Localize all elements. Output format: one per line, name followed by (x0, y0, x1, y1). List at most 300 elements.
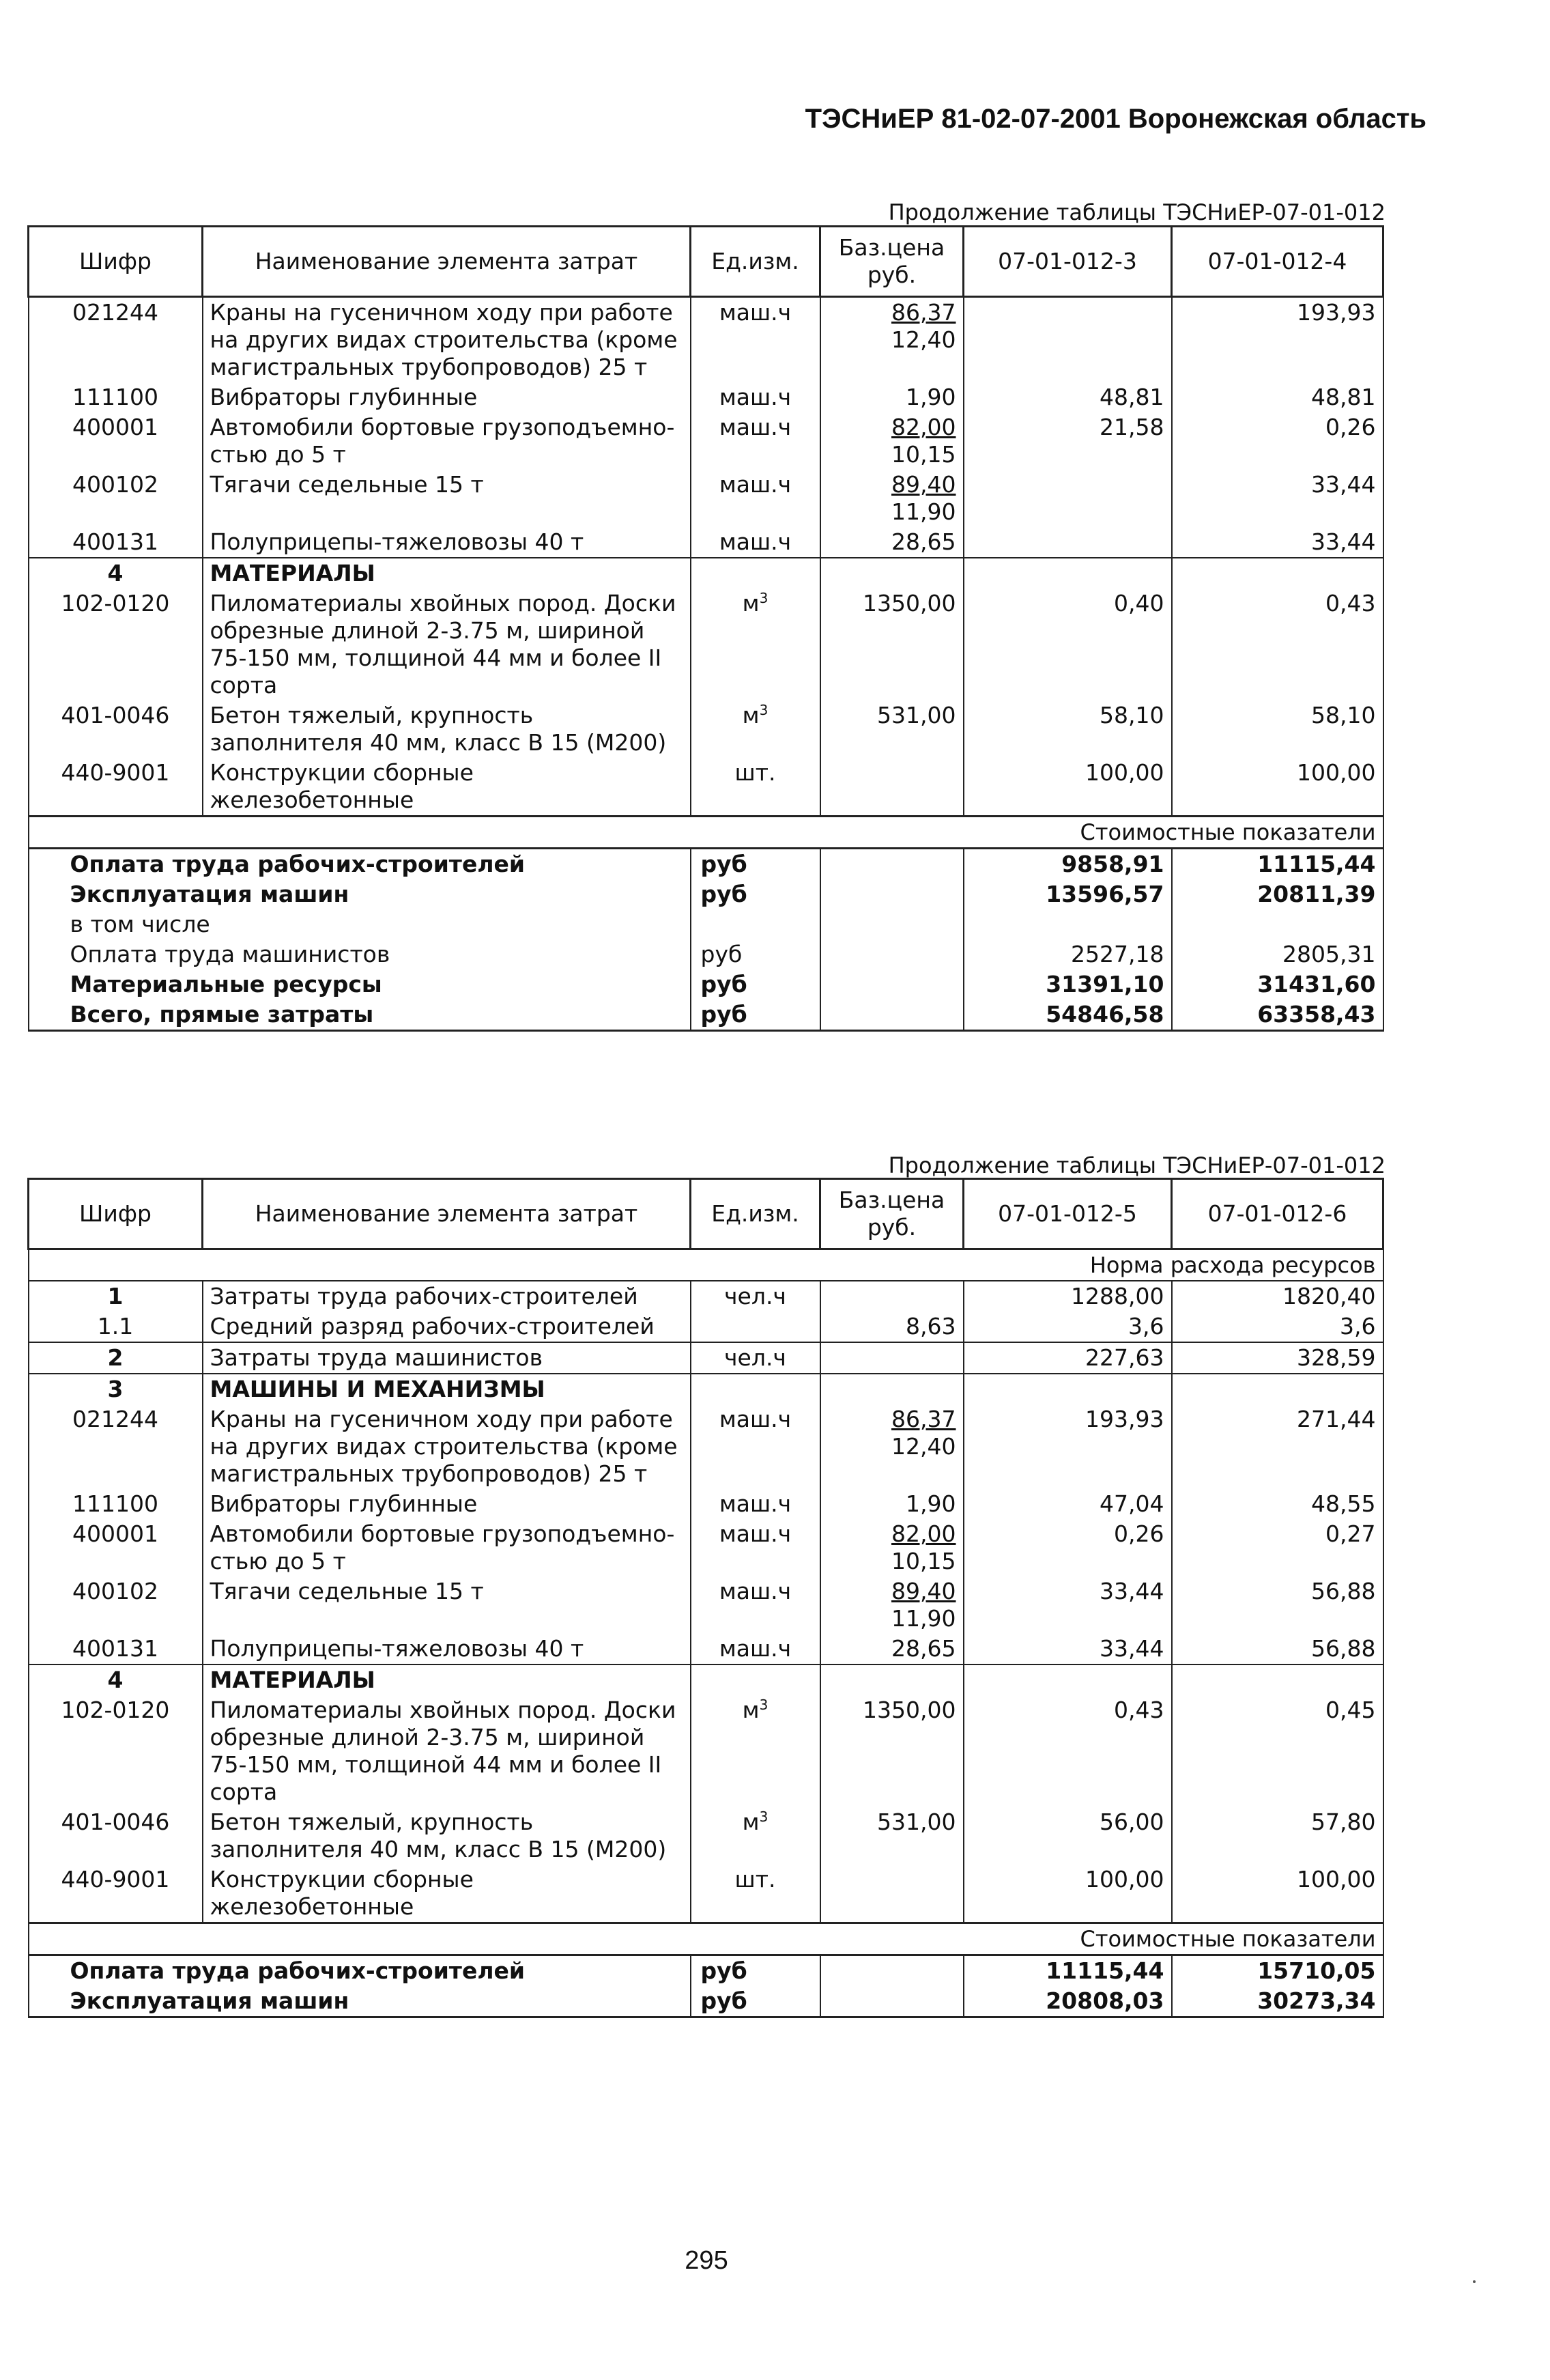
price-secondary: 11,90 (891, 1605, 956, 1632)
table-2-caption: Продолжение таблицы ТЭСНиЕР-07-01-012 (888, 1152, 1386, 1178)
name-cell (203, 700, 691, 758)
summary-label (29, 909, 691, 939)
code-cell (29, 1807, 203, 1865)
price-cell-text: 82,00 (891, 1520, 956, 1547)
summary-unit (691, 939, 820, 969)
machine-row (29, 1489, 1383, 1519)
name-cell-text: Краны на гусеничном ходу при работе на других видах строительства (кроме магистральных трубопроводов) 25 т (210, 1406, 678, 1487)
code-cell (29, 700, 203, 758)
machine-row (29, 412, 1383, 470)
code-cell-text: 1 (107, 1283, 124, 1309)
price-cell (820, 589, 964, 700)
price-cell-text: 531,00 (877, 702, 956, 728)
summary-value-a (964, 849, 1172, 880)
header-col-a: 07-01-012-5 (964, 1179, 1172, 1249)
code-cell-text: 400001 (72, 1520, 158, 1547)
code-cell-text: 102-0120 (61, 590, 170, 617)
summary-label (29, 1986, 691, 2017)
value-b-cell-text: 328,59 (1297, 1344, 1376, 1371)
code-cell-text: 102-0120 (61, 1697, 170, 1723)
subhead-label (29, 817, 1383, 849)
name-cell (203, 1634, 691, 1664)
summary-unit-text: руб (700, 971, 747, 997)
name-cell-text: Вибраторы глубинные (210, 1490, 478, 1517)
cost-indicators-row (29, 1923, 1383, 1955)
name-cell (203, 1489, 691, 1519)
unit-cell-text: маш.ч (719, 299, 792, 326)
empty-cell (820, 879, 964, 909)
summary-value-b (1172, 939, 1383, 969)
empty-cell (691, 558, 820, 589)
value-b-cell-text: 56,88 (1311, 1578, 1376, 1604)
name-cell-text: Автомобили бортовые грузоподъемно-стью до 5 т (210, 1520, 675, 1574)
value-b-cell-text: 0,43 (1325, 590, 1376, 617)
name-cell (203, 589, 691, 700)
name-cell (203, 382, 691, 412)
header-name: Наименование элемента затрат (203, 227, 691, 297)
value-b-cell (1172, 1695, 1383, 1807)
empty-cell (1172, 1374, 1383, 1404)
value-a-cell (964, 758, 1172, 817)
summary-value-b-text: 20811,39 (1257, 881, 1376, 907)
price-cell-text: 82,00 (891, 414, 956, 440)
name-cell (203, 1519, 691, 1576)
value-a-cell-text: 48,81 (1100, 384, 1164, 410)
value-a-cell-text: 0,40 (1114, 590, 1164, 617)
value-b-cell (1172, 589, 1383, 700)
unit-cell (691, 1865, 820, 1923)
summary-value-b (1172, 969, 1383, 1000)
value-a-cell (964, 1312, 1172, 1342)
price-cell-text: 28,65 (891, 1635, 956, 1662)
value-a-cell-text: 33,44 (1100, 1635, 1164, 1662)
price-cell (820, 1519, 964, 1576)
summary-row (29, 879, 1383, 909)
empty-cell (820, 1374, 964, 1404)
labor-row (29, 1312, 1383, 1342)
value-b-cell (1172, 412, 1383, 470)
machine-row (29, 1519, 1383, 1576)
name-cell (203, 1312, 691, 1342)
code-cell-text: 400102 (72, 1578, 158, 1604)
section-row-materials (29, 558, 1383, 589)
name-cell (203, 470, 691, 527)
price-cell-text: 86,37 (891, 1406, 956, 1432)
value-a-cell-text: 0,26 (1114, 1520, 1164, 1547)
unit-cell (691, 589, 820, 700)
resource-table-1 (27, 225, 1384, 1032)
code-cell-text: 400001 (72, 414, 158, 440)
summary-value-a-text: 13596,57 (1046, 881, 1164, 907)
value-a-cell-text: 47,04 (1100, 1490, 1164, 1517)
summary-label (29, 1000, 691, 1031)
name-cell (203, 1865, 691, 1923)
section-name (203, 1374, 691, 1404)
unit-superscript: 3 (759, 590, 769, 606)
summary-value-b (1172, 879, 1383, 909)
header-code: Шифр (29, 227, 203, 297)
section-name-text: МАШИНЫ И МЕХАНИЗМЫ (210, 1376, 545, 1402)
code-cell-text: 401-0046 (61, 702, 170, 728)
page-header-title: ТЭСНиЕР 81-02-07-2001 Воронежская область (805, 104, 1426, 134)
name-cell-text: Бетон тяжелый, крупность заполнителя 40 мм, класс В 15 (М200) (210, 1809, 667, 1862)
material-row (29, 589, 1383, 700)
summary-row (29, 969, 1383, 1000)
value-b-cell-text: 56,88 (1311, 1635, 1376, 1662)
price-cell (820, 412, 964, 470)
price-cell (820, 1342, 964, 1374)
summary-unit (691, 849, 820, 880)
value-b-cell (1172, 758, 1383, 817)
summary-label-text: Всего, прямые затраты (70, 1001, 374, 1028)
summary-value-a-text: 31391,10 (1046, 971, 1164, 997)
value-a-cell (964, 470, 1172, 527)
summary-value-a (964, 969, 1172, 1000)
summary-unit (691, 879, 820, 909)
code-cell (29, 527, 203, 558)
value-b-cell-text: 271,44 (1297, 1406, 1376, 1432)
summary-value-b-text: 63358,43 (1257, 1001, 1376, 1028)
value-a-cell (964, 1634, 1172, 1664)
summary-unit-text: руб (700, 881, 747, 907)
price-cell-text: 1350,00 (863, 590, 956, 617)
name-cell (203, 1695, 691, 1807)
value-b-cell (1172, 1519, 1383, 1576)
value-b-cell-text: 3,6 (1340, 1313, 1376, 1340)
name-cell-text: Краны на гусеничном ходу при работе на других видах строительства (кроме магистральных трубопроводов) 25 т (210, 299, 678, 380)
unit-cell (691, 1634, 820, 1664)
machine-row (29, 527, 1383, 558)
value-b-cell (1172, 382, 1383, 412)
machine-row (29, 382, 1383, 412)
value-b-cell-text: 1820,40 (1282, 1283, 1376, 1309)
value-a-cell-text: 0,43 (1114, 1697, 1164, 1723)
summary-unit-text: руб (700, 1957, 747, 1984)
price-cell (820, 1865, 964, 1923)
name-cell-text: Затраты труда рабочих-строителей (210, 1283, 638, 1309)
value-a-cell-text: 56,00 (1100, 1809, 1164, 1835)
code-cell-text: 021244 (72, 299, 158, 326)
code-cell (29, 1342, 203, 1374)
price-cell (820, 1576, 964, 1634)
value-a-cell (964, 1342, 1172, 1374)
name-cell (203, 297, 691, 383)
price-cell-text: 1,90 (906, 1490, 956, 1517)
unit-cell-text: маш.ч (719, 1490, 792, 1517)
price-cell (820, 1489, 964, 1519)
material-row (29, 758, 1383, 817)
value-b-cell-text: 193,93 (1297, 299, 1376, 326)
empty-cell (691, 1664, 820, 1695)
name-cell (203, 412, 691, 470)
empty-cell (820, 1955, 964, 1987)
subhead-label-text: Стоимостные показатели (1080, 1926, 1376, 1952)
price-cell-text: 86,37 (891, 299, 956, 326)
cost-indicators-row (29, 817, 1383, 849)
summary-value-a-text: 20808,03 (1046, 1987, 1164, 2014)
summary-value-a (964, 879, 1172, 909)
summary-row (29, 1986, 1383, 2017)
summary-label (29, 879, 691, 909)
summary-unit (691, 969, 820, 1000)
summary-row (29, 909, 1383, 939)
summary-unit-text: руб (700, 1001, 747, 1028)
summary-value-b-text: 11115,44 (1257, 851, 1376, 877)
summary-unit (691, 1000, 820, 1031)
header-name: Наименование элемента затрат (203, 1179, 691, 1249)
summary-label-text: Оплата труда рабочих-строителей (70, 1957, 525, 1984)
value-a-cell-text: 193,93 (1085, 1406, 1164, 1432)
summary-value-b-text: 31431,60 (1257, 971, 1376, 997)
empty-cell (964, 1374, 1172, 1404)
header-unit: Ед.изм. (691, 1179, 820, 1249)
price-secondary: 10,15 (891, 441, 956, 468)
value-b-cell (1172, 1807, 1383, 1865)
summary-value-b-text: 2805,31 (1282, 941, 1376, 967)
material-row (29, 1807, 1383, 1865)
summary-value-a (964, 1955, 1172, 1987)
code-cell (29, 1281, 203, 1312)
code-cell-text: 401-0046 (61, 1809, 170, 1835)
value-b-cell (1172, 1342, 1383, 1374)
value-b-cell (1172, 1576, 1383, 1634)
value-a-cell-text: 3,6 (1128, 1313, 1164, 1340)
value-a-cell-text: 33,44 (1100, 1578, 1164, 1604)
value-a-cell-text: 21,58 (1100, 414, 1164, 440)
value-a-cell (964, 412, 1172, 470)
value-a-cell-text: 1288,00 (1071, 1283, 1164, 1309)
summary-label (29, 849, 691, 880)
unit-cell-text: шт. (734, 759, 776, 786)
empty-cell (1172, 558, 1383, 589)
header-price: Баз.цена руб. (820, 227, 964, 297)
price-cell (820, 1312, 964, 1342)
name-cell-text: Конструкции сборные железобетонные (210, 1866, 474, 1920)
material-row (29, 1865, 1383, 1923)
price-cell-text: 1,90 (906, 384, 956, 410)
summary-value-a (964, 939, 1172, 969)
code-cell (29, 412, 203, 470)
unit-cell-text: чел.ч (724, 1283, 786, 1309)
code-cell (29, 1695, 203, 1807)
summary-value-a-text: 54846,58 (1046, 1001, 1164, 1028)
value-b-cell-text: 100,00 (1297, 759, 1376, 786)
price-secondary: 11,90 (891, 498, 956, 525)
value-a-cell (964, 1489, 1172, 1519)
value-b-cell (1172, 1404, 1383, 1489)
empty-cell (691, 1374, 820, 1404)
summary-value-b (1172, 1000, 1383, 1031)
name-cell-text: Полуприцепы-тяжеловозы 40 т (210, 528, 584, 555)
unit-superscript: 3 (759, 702, 769, 718)
price-cell-text: 89,40 (891, 471, 956, 498)
empty-cell (820, 909, 964, 939)
summary-value-a-text: 2527,18 (1071, 941, 1164, 967)
section-name (203, 1664, 691, 1695)
table-1-body (29, 297, 1383, 1031)
value-a-cell (964, 297, 1172, 383)
value-b-cell-text: 48,55 (1311, 1490, 1376, 1517)
unit-cell-text: маш.ч (719, 384, 792, 410)
section-code (29, 558, 203, 589)
value-b-cell-text: 0,45 (1325, 1697, 1376, 1723)
summary-label (29, 1955, 691, 1987)
summary-unit-text: руб (700, 1987, 747, 2014)
table-1-header-row (29, 227, 1383, 297)
empty-cell (964, 558, 1172, 589)
summary-label-text: Эксплуатация машин (70, 1987, 349, 2014)
code-cell (29, 1634, 203, 1664)
code-cell (29, 297, 203, 383)
value-b-cell-text: 33,44 (1311, 528, 1376, 555)
code-cell (29, 758, 203, 817)
summary-value-a-text: 11115,44 (1046, 1957, 1164, 1984)
code-cell (29, 1404, 203, 1489)
subhead-label-text: Норма расхода ресурсов (1089, 1252, 1376, 1278)
subhead-label (29, 1923, 1383, 1955)
code-cell (29, 1312, 203, 1342)
unit-cell-text: маш.ч (719, 1635, 792, 1662)
summary-unit (691, 1986, 820, 2017)
labor-row (29, 1281, 1383, 1312)
price-cell (820, 470, 964, 527)
section-code (29, 1374, 203, 1404)
unit-cell-text: м (742, 702, 760, 728)
summary-value-b-text: 15710,05 (1257, 1957, 1376, 1984)
price-cell (820, 527, 964, 558)
price-cell (820, 758, 964, 817)
empty-cell (820, 939, 964, 969)
unit-cell (691, 1489, 820, 1519)
material-row (29, 1695, 1383, 1807)
summary-unit (691, 909, 820, 939)
empty-cell (964, 1664, 1172, 1695)
price-cell (820, 382, 964, 412)
name-cell-text: Пиломатериалы хвойных пород. Доски обрезные длиной 2-3.75 м, шириной 75-150 мм, толщиной 44 мм и более II сорта (210, 1697, 676, 1805)
unit-cell (691, 1695, 820, 1807)
value-a-cell (964, 1807, 1172, 1865)
unit-cell-text: маш.ч (719, 1406, 792, 1432)
summary-value-a (964, 909, 1172, 939)
machine-row (29, 1404, 1383, 1489)
value-b-cell (1172, 297, 1383, 383)
unit-cell-text: маш.ч (719, 1578, 792, 1604)
name-cell (203, 1807, 691, 1865)
header-col-b: 07-01-012-4 (1172, 227, 1383, 297)
name-cell-text: Тягачи седельные 15 т (210, 471, 484, 498)
name-cell (203, 1281, 691, 1312)
summary-label-text: в том числе (70, 911, 210, 937)
empty-cell (820, 1986, 964, 2017)
summary-row (29, 939, 1383, 969)
name-cell-text: Бетон тяжелый, крупность заполнителя 40 мм, класс В 15 (М200) (210, 702, 667, 756)
price-cell (820, 1281, 964, 1312)
name-cell-text: Средний разряд рабочих-строителей (210, 1313, 655, 1340)
section-code-text: 3 (107, 1376, 124, 1402)
summary-value-b (1172, 849, 1383, 880)
unit-cell (691, 1312, 820, 1342)
name-cell-text: Затраты труда машинистов (210, 1344, 543, 1371)
unit-cell (691, 1807, 820, 1865)
value-b-cell-text: 100,00 (1297, 1866, 1376, 1893)
code-cell (29, 1576, 203, 1634)
unit-cell-text: маш.ч (719, 528, 792, 555)
header-code: Шифр (29, 1179, 203, 1249)
section-name-text: МАТЕРИАЛЫ (210, 560, 375, 586)
price-cell-text: 1350,00 (863, 1697, 956, 1723)
name-cell (203, 1342, 691, 1374)
page-number: 295 (685, 2246, 728, 2275)
summary-value-b (1172, 1986, 1383, 2017)
unit-cell (691, 297, 820, 383)
name-cell-text: Конструкции сборные железобетонные (210, 759, 474, 813)
summary-value-b (1172, 909, 1383, 939)
unit-cell (691, 1281, 820, 1312)
code-cell-text: 111100 (72, 384, 158, 410)
unit-cell-text: м (742, 1697, 760, 1723)
value-a-cell (964, 1695, 1172, 1807)
price-cell (820, 297, 964, 383)
subhead-label-text: Стоимостные показатели (1080, 819, 1376, 845)
unit-cell (691, 1576, 820, 1634)
code-cell (29, 470, 203, 527)
machine-row (29, 297, 1383, 383)
unit-cell (691, 1342, 820, 1374)
table-2-header-row (29, 1179, 1383, 1249)
value-b-cell (1172, 527, 1383, 558)
value-b-cell (1172, 1634, 1383, 1664)
code-cell-text: 440-9001 (61, 759, 170, 786)
empty-cell (820, 1000, 964, 1031)
name-cell-text: Вибраторы глубинные (210, 384, 478, 410)
name-cell-text: Полуприцепы-тяжеловозы 40 т (210, 1635, 584, 1662)
resource-table-2 (27, 1178, 1384, 2018)
price-cell (820, 700, 964, 758)
summary-label-text: Оплата труда рабочих-строителей (70, 851, 525, 877)
value-b-cell-text: 58,10 (1311, 702, 1376, 728)
value-a-cell (964, 1519, 1172, 1576)
value-a-cell (964, 1865, 1172, 1923)
value-b-cell-text: 33,44 (1311, 471, 1376, 498)
code-cell-text: 440-9001 (61, 1866, 170, 1893)
value-b-cell (1172, 1865, 1383, 1923)
section-code-text: 4 (107, 560, 124, 586)
unit-cell-text: м (742, 1809, 760, 1835)
code-cell-text: 400131 (72, 528, 158, 555)
machine-row (29, 1634, 1383, 1664)
unit-cell-text: чел.ч (724, 1344, 786, 1371)
unit-cell (691, 1404, 820, 1489)
summary-unit (691, 1955, 820, 1987)
value-a-cell-text: 227,63 (1085, 1344, 1164, 1371)
code-cell (29, 1489, 203, 1519)
unit-cell-text: шт. (734, 1866, 776, 1893)
unit-cell (691, 382, 820, 412)
empty-cell (820, 969, 964, 1000)
value-a-cell-text: 100,00 (1085, 759, 1164, 786)
value-b-cell-text: 48,81 (1311, 384, 1376, 410)
section-row-materials (29, 1664, 1383, 1695)
code-cell (29, 1519, 203, 1576)
name-cell-text: Тягачи седельные 15 т (210, 1578, 484, 1604)
summary-label-text: Оплата труда машинистов (70, 941, 390, 967)
value-a-cell (964, 382, 1172, 412)
machine-row (29, 470, 1383, 527)
code-cell-text: 2 (107, 1344, 124, 1371)
header-col-b: 07-01-012-6 (1172, 1179, 1383, 1249)
empty-cell (820, 1664, 964, 1695)
code-cell-text: 1.1 (97, 1313, 134, 1340)
